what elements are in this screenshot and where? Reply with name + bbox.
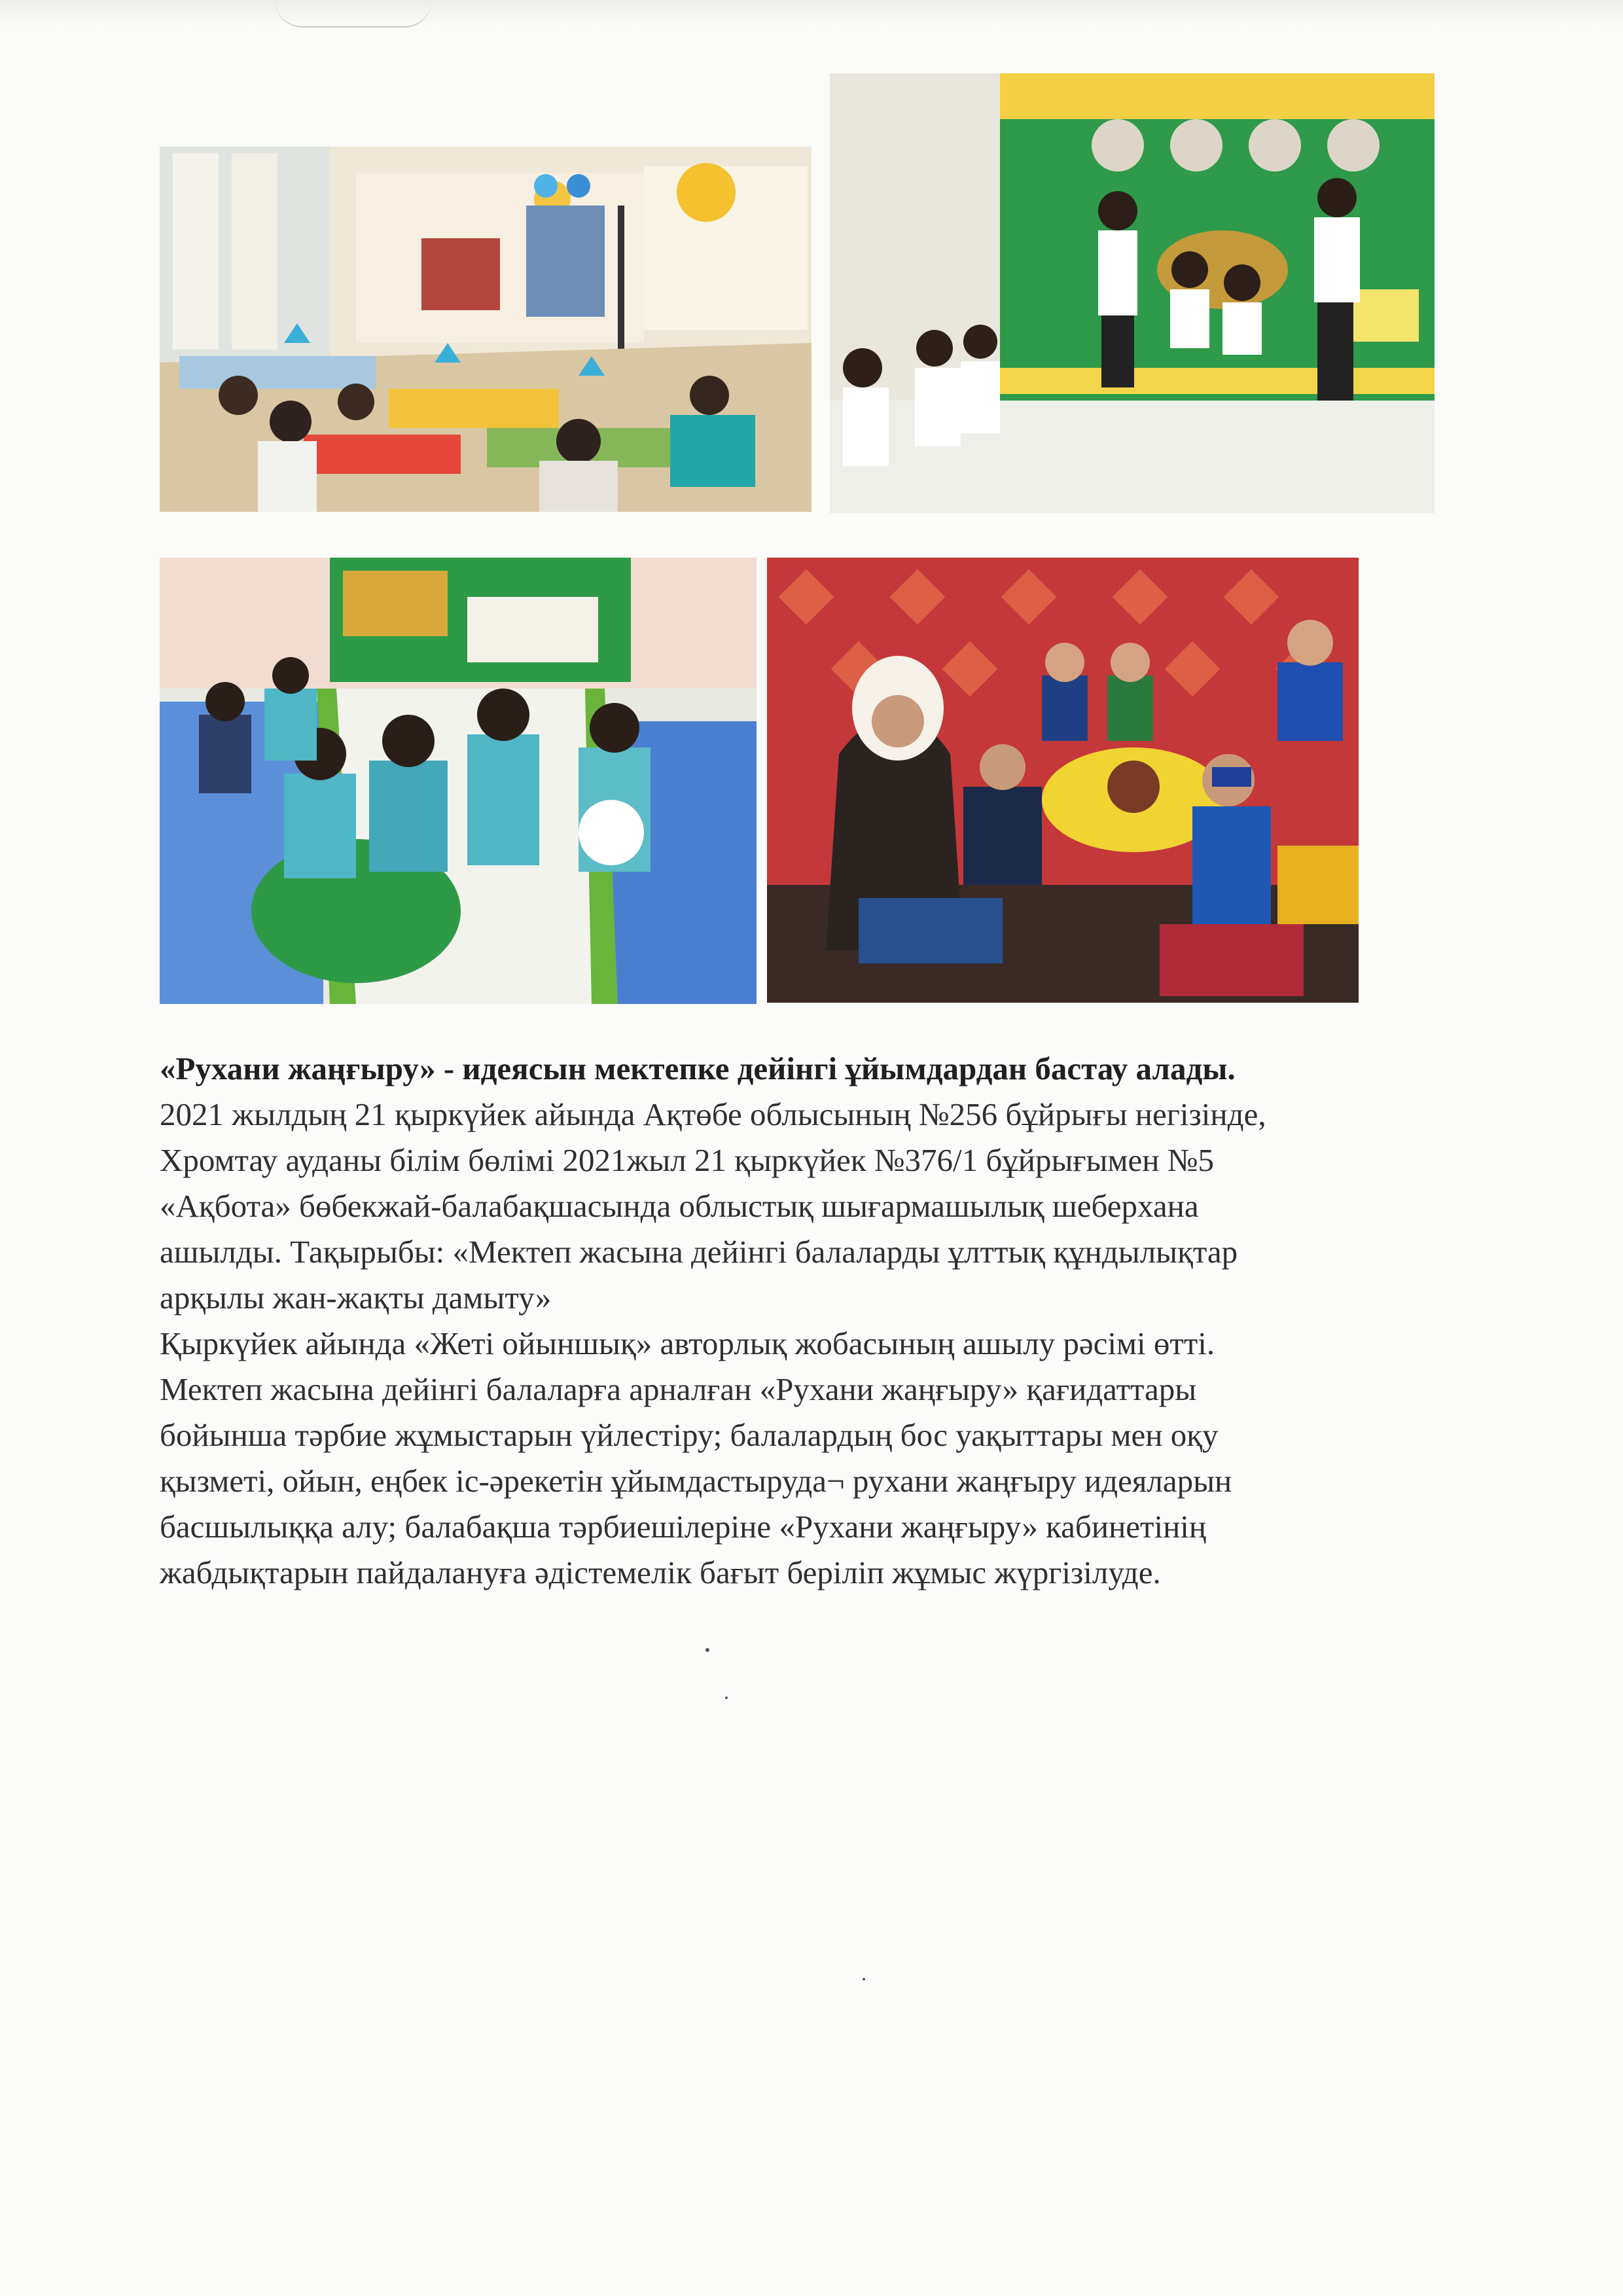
article-line: ашылды. Тақырыбы: «Мектеп жасына дейінгі балаларды ұлттық құндылықтар	[160, 1234, 1238, 1270]
classroom-photo	[160, 147, 812, 512]
stage-performance-photo	[830, 73, 1435, 513]
article-line: «Ақбота» бөбекжай-балабақшасында облыстық шығармашылық шеберхана	[160, 1188, 1199, 1224]
article-line: Қыркүйек айында «Жеті ойыншық» авторлық жобасының ашылу рәсімі өтті.	[160, 1325, 1215, 1361]
scan-top-edge	[0, 0, 1623, 26]
article-line: бойынша тәрбие жұмыстарын үйлестіру; балалардың бос уақыттары мен оқу	[160, 1417, 1219, 1453]
floor-game-photo	[160, 558, 757, 1004]
article	[160, 1046, 1495, 1596]
article-line: қызметі, ойын, еңбек іс-әрекетін ұйымдастыруда¬ рухани жаңғыру идеяларын	[160, 1463, 1232, 1499]
article-heading: «Рухани жаңғыру» - идеясын мектепке дейінгі ұйымдардан бастау алады.	[160, 1050, 1236, 1086]
scan-speck	[863, 1978, 865, 1981]
article-line: арқылы жан-жақты дамыту»	[160, 1280, 552, 1316]
article-line: басшылыққа алу; балабақша тәрбиешілеріне «Рухани жаңғыру» кабинетінің	[160, 1509, 1207, 1545]
article-line: жабдықтарын пайдалануға әдістемелік бағыт беріліп жұмыс жүргізілуде.	[160, 1554, 1161, 1590]
yurt-photo	[767, 558, 1359, 1003]
article-line: Мектеп жасына дейінгі балаларға арналған «Рухани жаңғыру» қағидаттары	[160, 1371, 1197, 1407]
yurt-photo-illustration	[767, 558, 1359, 1003]
floor-game-photo-illustration	[160, 558, 757, 1004]
scan-speck	[725, 1696, 728, 1699]
article-line: Хромтау ауданы білім бөлімі 2021жыл 21 қыркүйек №376/1 бұйрығымен №5	[160, 1142, 1214, 1178]
article-line: 2021 жылдың 21 қыркүйек айында Ақтөбе облысының №256 бұйрығы негізінде,	[160, 1096, 1266, 1132]
stage-performance-photo-illustration	[830, 73, 1435, 513]
scan-speck	[705, 1648, 709, 1652]
classroom-photo-illustration	[160, 147, 812, 512]
paper-fold-mark	[275, 0, 432, 27]
